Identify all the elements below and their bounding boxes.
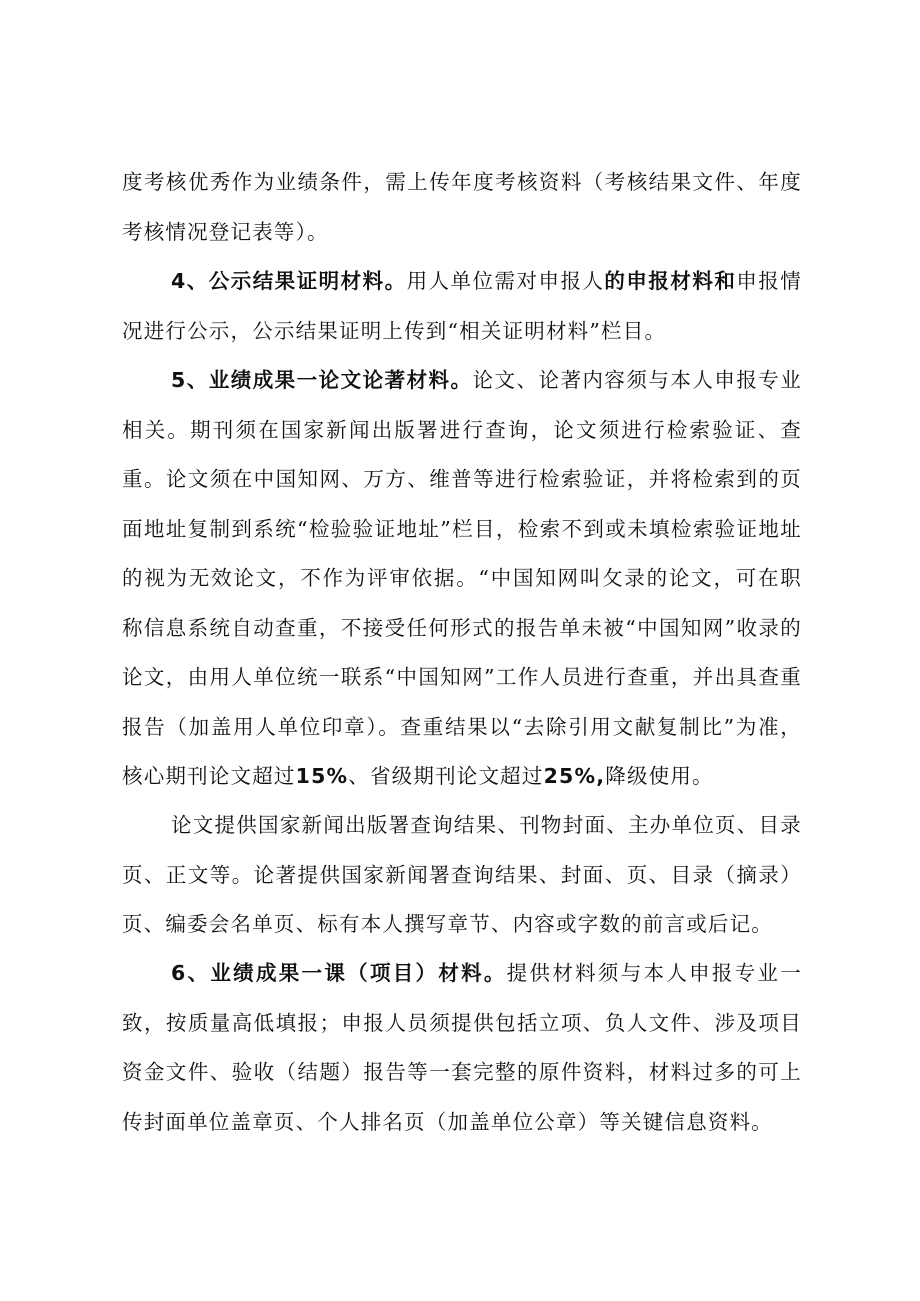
section-heading-5: 5、业绩成果一论文论著材料。 — [171, 368, 473, 392]
paragraph-text: 降级使用。 — [605, 764, 714, 788]
section-heading-4: 4、公示结果证明材料。 — [171, 269, 407, 293]
bold-percent-core: 15% — [295, 764, 349, 788]
paragraph-text: 、省级期刊论文超过 — [348, 764, 544, 788]
paragraph-text: 申报情况进行公示，公示结果证明上传到“相关证明材料”栏目。 — [122, 269, 802, 343]
paragraph-text: 论文、论著内容须与本人申报专业相关。期刊须在国家新闻出版署进行查询，论文须进行检索验证、查重。论文须在中国知网、万方、维普等进行检索验证，并将检索到的页面地址复制到系统“检验验证地址”栏目，检索不到或未填检索验证地址的视为无效论文，不作为评审依据。“中国知网叫攵录的论文，可在职称信息系统自动查重，不接受任何形式的报告单未被“中国知网”收录的论文，由用人单位统一联系“中国知网”工作人员进行查重，并出具查重报告（加盖用人单位印章）。查重结果以“去除引用文献复制比”为准，核心期刊论文超过 — [122, 368, 802, 788]
paragraph-text: 用人单位需对申报人 — [406, 269, 605, 293]
paragraph-project-materials — [122, 949, 802, 1147]
paragraph-text: 提供材料须与本人申报专业一致，按质量高低填报；申报人员须提供包括立项、负人文件、涉及项目资金文件、验收（结题）报告等一套完整的原件资料，材料过多的可上传封面单位盖章页、个人排名页（加盖单位公章）等关键信息资料。 — [122, 961, 803, 1134]
paragraph-appraisal-materials — [122, 158, 802, 257]
paragraph-publicity-materials — [122, 257, 802, 356]
section-heading-6: 6、业绩成果一课（项目）材料。 — [171, 961, 507, 985]
bold-percent-provincial: 25%, — [543, 764, 606, 788]
bold-phrase: 的申报材料和 — [604, 269, 737, 293]
paragraph-text: 度考核优秀作为业绩条件，需上传年度考核资料（考核结果文件、年度考核情况登记表等）。 — [122, 170, 802, 244]
paragraph-paper-proof — [122, 801, 802, 950]
paragraph-text: 论文提供国家新闻出版署查询结果、刊物封面、主办单位页、目录页、正文等。论著提供国家新闻署查询结果、封面、页、目录（摘录）页、编委会名单页、标有本人撰写章节、内容或字数的前言或后记。 — [122, 813, 802, 936]
paragraph-paper-materials — [122, 356, 802, 802]
